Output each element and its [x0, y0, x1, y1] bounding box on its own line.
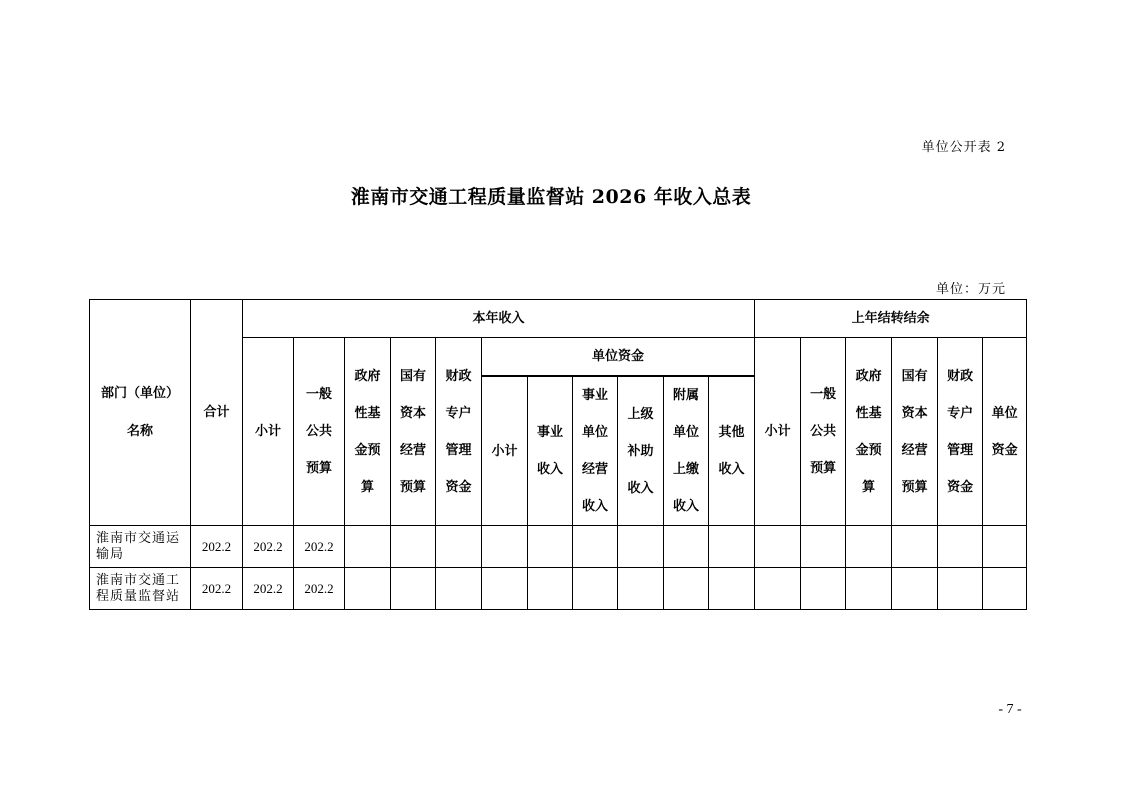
row-total: 202.2: [191, 526, 243, 568]
empty-cell: [801, 568, 846, 610]
table-row: [90, 568, 1027, 610]
prior-unit-funds-header: [983, 338, 1027, 526]
dept-header-line2: 名称: [126, 423, 153, 439]
empty-cell: [573, 568, 618, 610]
income-summary-table: [89, 299, 1027, 610]
prior-gov-fund-budget-text: 政府性基金预算: [855, 368, 882, 495]
empty-cell: [892, 568, 938, 610]
fiscal-special-fund-header: [436, 338, 482, 526]
empty-cell: [391, 568, 436, 610]
empty-cell: [801, 526, 846, 568]
total-header: 合计: [191, 300, 243, 526]
empty-cell: [983, 526, 1027, 568]
empty-cell: [892, 526, 938, 568]
document-title: 淮南市交通工程质量监督站 2026 年收入总表: [350, 186, 752, 208]
empty-cell: [436, 526, 482, 568]
table-label: 单位公开表 2: [921, 140, 1006, 155]
empty-cell: [709, 568, 755, 610]
row-subtotal: 202.2: [243, 526, 294, 568]
row-dept-name: 淮南市交通工程质量监督站: [90, 568, 191, 610]
empty-cell: [938, 568, 983, 610]
empty-cell: [664, 568, 709, 610]
row-total: 202.2: [191, 568, 243, 610]
prior-subtotal-header: 小计: [755, 338, 801, 526]
table-row: [90, 526, 1027, 568]
prior-year-balance-header: 上年结转结余: [755, 300, 1027, 338]
prior-state-capital-budget-text: 国有资本经营预算: [901, 368, 928, 495]
empty-cell: [618, 526, 664, 568]
empty-cell: [983, 568, 1027, 610]
business-unit-operating-text: 事业单位经营收入: [581, 388, 608, 514]
row-dept-name: 淮南市交通运输局: [90, 526, 191, 568]
empty-cell: [345, 568, 391, 610]
empty-cell: [755, 526, 801, 568]
state-capital-budget-header: [391, 338, 436, 526]
current-year-income-header: 本年收入: [243, 300, 755, 338]
empty-cell: [618, 568, 664, 610]
empty-cell: [482, 568, 528, 610]
superior-subsidy-text: 上级补助收入: [627, 406, 654, 496]
empty-cell: [528, 526, 573, 568]
prior-gov-fund-budget-header: [846, 338, 892, 526]
page-number: - 7 -: [998, 702, 1022, 717]
dept-name-header: [90, 300, 191, 526]
prior-fiscal-special-fund-text: 财政专户管理资金: [947, 368, 974, 495]
row-subtotal: 202.2: [243, 568, 294, 610]
dept-header-line1: 部门（单位）: [100, 385, 179, 401]
empty-cell: [846, 568, 892, 610]
empty-cell: [938, 526, 983, 568]
general-public-budget-text: 一般公共预算: [305, 387, 332, 476]
row-general-public-budget: 202.2: [294, 568, 345, 610]
other-income-text: 其他收入: [718, 425, 745, 477]
fiscal-special-fund-text: 财政专户管理资金: [445, 368, 472, 495]
business-income-header: [528, 377, 573, 526]
affiliated-unit-payment-header: [664, 377, 709, 526]
prior-state-capital-budget-header: [892, 338, 938, 526]
unit-funds-header: 单位资金: [482, 338, 755, 376]
row-general-public-budget: 202.2: [294, 526, 345, 568]
business-unit-operating-header: [573, 377, 618, 526]
gov-fund-budget-text: 政府性基金预算: [354, 368, 381, 495]
unit-subtotal-header: 小计: [482, 377, 528, 526]
prior-fiscal-special-fund-header: [938, 338, 983, 526]
empty-cell: [709, 526, 755, 568]
empty-cell: [664, 526, 709, 568]
affiliated-unit-payment-text: 附属单位上缴收入: [672, 388, 699, 514]
unit-label: 单位：万元: [935, 282, 1006, 297]
empty-cell: [436, 568, 482, 610]
empty-cell: [345, 526, 391, 568]
general-public-budget-header: [294, 338, 345, 526]
empty-cell: [391, 526, 436, 568]
other-income-header: [709, 377, 755, 526]
prior-general-public-budget-text: 一般公共预算: [810, 387, 837, 476]
empty-cell: [573, 526, 618, 568]
empty-cell: [755, 568, 801, 610]
business-income-text: 事业收入: [536, 425, 563, 477]
empty-cell: [846, 526, 892, 568]
superior-subsidy-header: [618, 377, 664, 526]
gov-fund-budget-header: [345, 338, 391, 526]
prior-general-public-budget-header: [801, 338, 846, 526]
empty-cell: [528, 568, 573, 610]
state-capital-budget-text: 国有资本经营预算: [399, 368, 426, 495]
subtotal-header: 小计: [243, 338, 294, 526]
prior-unit-funds-text: 单位资金: [991, 405, 1018, 458]
empty-cell: [482, 526, 528, 568]
